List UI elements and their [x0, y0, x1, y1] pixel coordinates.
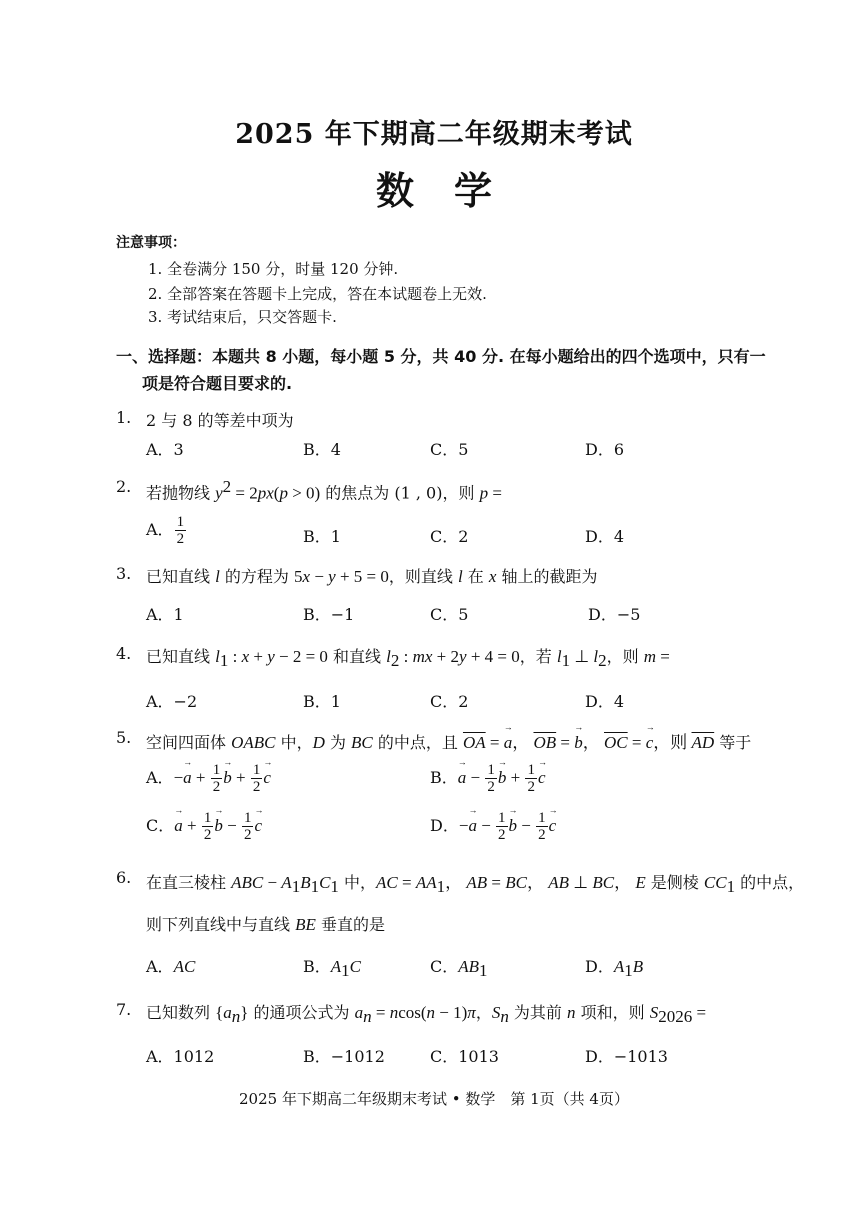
q1-option-a: A．3	[146, 440, 184, 459]
question-2-number: 2.	[116, 477, 132, 496]
page-footer: 2025 年下期高二年级期末考试 • 数学 第 1页（共 4页）	[239, 1090, 629, 1108]
question-5-text: 空间四面体 OABC 中，D 为 BC 的中点，且 $\overline{OA}$ = → a， $\overline{OB}$ = → b， $\overline{OC}$ = → c，则 $\overline{AD}$ 等于	[146, 728, 751, 753]
question-7-text: 已知数列 $\{a_n\}$ 的通项公式为 $a_n = ncos(n - 1)\pi$，$S_n$ 为其前 n 项和，则 $S_{2026}$ =	[146, 1003, 707, 1027]
notice-item-1: 1. 全卷满分 150 分，时量 120 分钟.	[148, 260, 399, 278]
q3-option-d: D．−5	[588, 605, 641, 624]
section-line-2: 项是符合题目要求的.	[142, 374, 293, 393]
q3-option-a: A．1	[146, 605, 184, 624]
q5-option-d: D．−→ a − $\frac{1}{2}$ → b − $\frac{1}{2}$ → c	[430, 810, 556, 843]
question-4-text: 已知直线 $l_1$ : x + y − 2 = 0 和直线 $l_2$ : mx + 2y + 4 = 0，若 $l_1$ ⊥ $l_2$，则 m =	[146, 647, 670, 671]
q2-option-b: B．1	[303, 527, 341, 546]
question-2-text: 若抛物线 $y^2 = 2px(p > 0)$ 的焦点为 (1 , 0)，则 p =	[146, 477, 502, 503]
q6-option-d: D．$A_1B$	[585, 957, 644, 981]
q6-option-a: A．AC	[146, 957, 196, 976]
question-4-number: 4.	[116, 644, 132, 663]
question-1-text: 2 与 8 的等差中项为	[146, 411, 294, 430]
q7-option-b: B．−1012	[303, 1047, 385, 1066]
question-6-text-line2: 则下列直线中与直线 BE 垂直的是	[146, 915, 385, 934]
notice-item-3: 3. 考试结束后，只交答题卡.	[148, 308, 337, 326]
notice-heading: 注意事项：	[116, 235, 186, 251]
section-heading	[116, 343, 766, 397]
q6-option-c: C．$AB_1$	[430, 957, 488, 981]
q5-option-c: C．→ a + $\frac{1}{2}$ → b − $\frac{1}{2}$ → c	[146, 810, 262, 843]
q4-option-d: D．4	[585, 692, 625, 711]
question-7-number: 7.	[116, 1000, 132, 1019]
q4-option-b: B．1	[303, 692, 341, 711]
q2-option-d: D．4	[585, 527, 625, 546]
q7-option-d: D．−1013	[585, 1047, 668, 1066]
question-3-text: 已知直线 l 的方程为 5x − y + 5 = 0，则直线 l 在 x 轴上的截距为	[146, 567, 598, 586]
q3-option-b: B．−1	[303, 605, 355, 624]
question-5-number: 5.	[116, 728, 132, 747]
question-6-number: 6.	[116, 868, 132, 887]
q1-option-c: C．5	[430, 440, 469, 459]
q2-option-c: C．2	[430, 527, 469, 546]
q7-option-c: C．1013	[430, 1047, 499, 1066]
q1-option-d: D．6	[585, 440, 625, 459]
q3-option-c: C．5	[430, 605, 469, 624]
question-6-text: 在直三棱柱 ABC − $A_1B_1C_1$ 中，AC = $AA_1$， AB = BC， AB ⊥ BC， E 是侧棱 $CC_1$ 的中点，	[146, 873, 805, 897]
subject-title: 数学	[375, 168, 532, 213]
q4-option-c: C．2	[430, 692, 469, 711]
q1-option-b: B．4	[303, 440, 341, 459]
q4-option-a: A．−2	[146, 692, 198, 711]
exam-title: 2025 年下期高二年级期末考试	[235, 119, 633, 150]
q7-option-a: A．1012	[146, 1047, 215, 1066]
section-line-1: 一、选择题：本题共 8 小题，每小题 5 分，共 40 分. 在每小题给出的四个选项中，只有一	[116, 347, 766, 366]
question-3-number: 3.	[116, 564, 132, 583]
q6-option-b: B．$A_1C$	[303, 957, 361, 981]
notice-item-2: 2. 全部答案在答题卡上完成，答在本试题卷上无效.	[148, 285, 487, 303]
q5-option-a: A．−→ a + $\frac{1}{2}$ → b + $\frac{1}{2}$ → c	[146, 762, 271, 795]
q5-option-b: B．→ a − $\frac{1}{2}$ → b + $\frac{1}{2}$ → c	[430, 762, 546, 795]
q2-option-a: A． $\frac{1}{2}$	[146, 514, 185, 547]
question-1-number: 1.	[116, 408, 132, 427]
